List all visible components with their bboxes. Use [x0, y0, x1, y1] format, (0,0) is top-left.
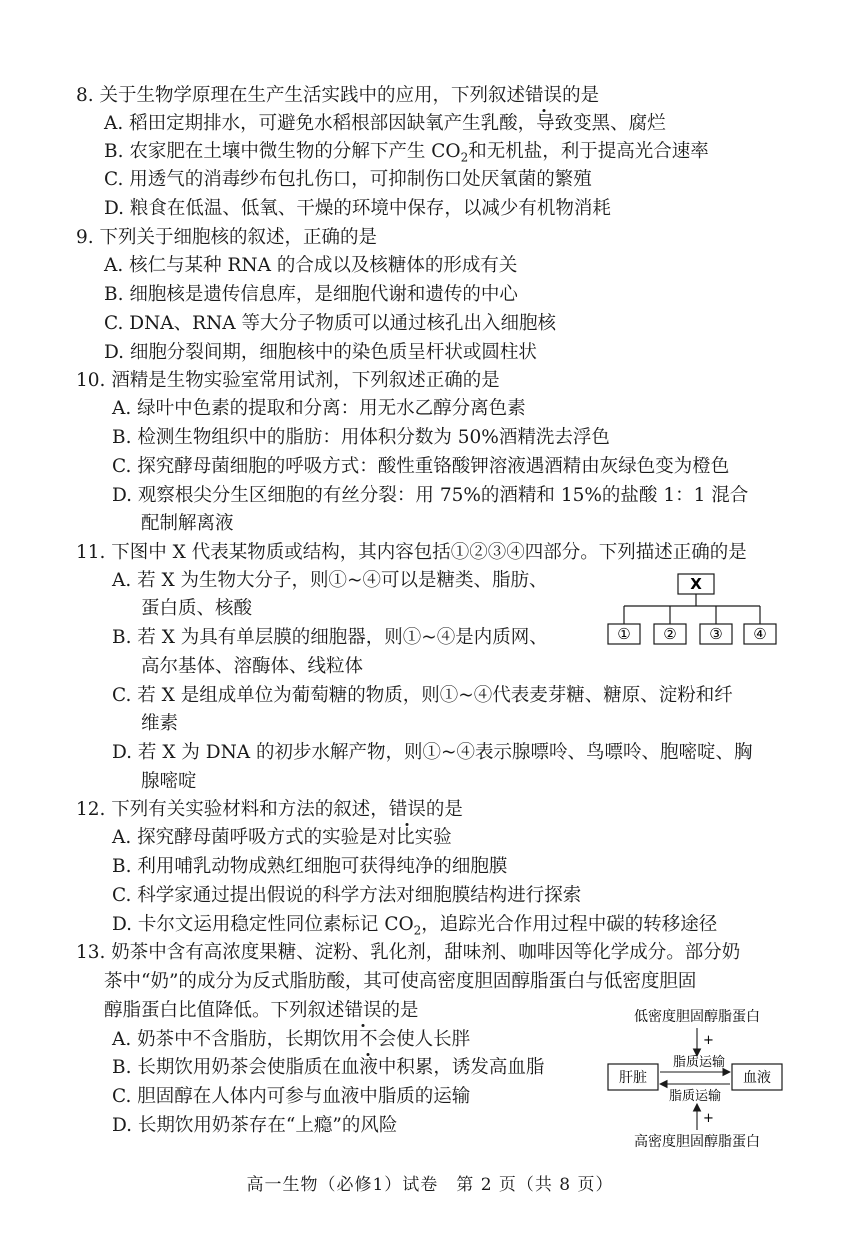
question-13-option-a: A. 奶茶中不含脂肪，长期饮用不会使人长胖: [112, 1029, 471, 1050]
question-10-option-b: B. 检测生物组织中的脂肪：用体积分数为 50%酒精洗去浮色: [112, 427, 610, 448]
question-9-option-d: D. 细胞分裂间期，细胞核中的染色质呈杆状或圆柱状: [104, 342, 537, 363]
emphasis-text: 不: [359, 1029, 378, 1050]
question-11-option-a-cont: 蛋白质、核酸: [141, 598, 253, 619]
question-13-option-c: C. 胆固醇在人体内可参与血液中脂质的运输: [112, 1086, 471, 1107]
question-10-option-d-cont: 配制解离液: [141, 513, 234, 534]
ldl-label: 低密度胆固醇脂蛋白: [634, 1009, 760, 1025]
question-12-option-d: D. 卡尔文运用稳定性同位素标记 $CO_2$，追踪光合作用过程中碳的转移途径: [112, 914, 718, 938]
page-footer: 高一生物（必修1）试卷 第 2 页（共 8 页）: [246, 1175, 614, 1195]
question-9-option-c: C. DNA、RNA 等大分子物质可以通过核孔出入细胞核: [104, 313, 556, 334]
question-8-option-b: B. 农家肥在土壤中微生物的分解下产生 $CO_2$和无机盐，利于提高光合速率: [104, 141, 709, 165]
question-12-stem: 12. 下列有关实验材料和方法的叙述，错误的是: [76, 799, 463, 820]
question-11-option-c-cont: 维素: [141, 713, 179, 734]
root-label: X: [690, 575, 702, 593]
child-label-1: ①: [617, 625, 631, 643]
question-13-stem-cont-2: 醇脂蛋白比值降低。下列叙述错误的是: [104, 1000, 419, 1021]
question-11-option-d-cont: 腺嘧啶: [141, 771, 197, 792]
question-10-option-a: A. 绿叶中色素的提取和分离：用无水乙醇分离色素: [112, 398, 526, 419]
hdl-label: 高密度胆固醇脂蛋白: [634, 1134, 760, 1150]
question-13-option-b: B. 长期饮用奶茶会使脂质在血液中积累，诱发高血脂: [112, 1057, 545, 1078]
arrow-bottom-label: 脂质运输: [668, 1089, 722, 1104]
hdl-plus: +: [703, 1111, 714, 1126]
child-label-2: ②: [663, 625, 677, 643]
question-8-option-a: A. 稻田定期排水，可避免水稻根部因缺氧产生乳酸，导致变黑、腐烂: [104, 113, 666, 134]
question-9-option-b: B. 细胞核是遗传信息库，是细胞代谢和遗传的中心: [104, 284, 518, 305]
question-8-stem: 8. 关于生物学原理在生产生活实践中的应用，下列叙述错误的是: [76, 85, 600, 106]
question-13-stem: 13. 奶茶中含有高浓度果糖、淀粉、乳化剂，甜味剂、咖啡因等化学成分。部分奶: [76, 942, 741, 963]
question-9-option-a: A. 核仁与某种 RNA 的合成以及核糖体的形成有关: [104, 255, 518, 276]
question-10-stem: 10. 酒精是生物实验室常用试剂，下列叙述正确的是: [76, 370, 500, 391]
question-13-stem-cont-1: 茶中“奶”的成分为反式脂肪酸，其可使高密度胆固醇脂蛋白与低密度胆固: [104, 971, 697, 992]
question-12-option-b: B. 利用哺乳动物成熟红细胞可获得纯净的细胞膜: [112, 856, 508, 877]
emphasis-text: 错误: [344, 1000, 382, 1021]
question-12-option-c: C. 科学家通过提出假说的科学方法对细胞膜结构进行探索: [112, 885, 582, 906]
question-11-option-b: B. 若 X 为具有单层膜的细胞器，则①~④是内质网、: [112, 627, 548, 648]
ldl-plus: +: [703, 1033, 714, 1048]
blood-label: 血液: [743, 1070, 771, 1086]
question-11-stem: 11. 下图中 X 代表某物质或结构，其内容包括①②③④四部分。下列描述正确的是: [76, 542, 747, 563]
child-label-3: ③: [709, 625, 723, 643]
emphasis-text: 错误: [525, 85, 563, 106]
arrow-top-label: 脂质运输: [672, 1055, 726, 1070]
question-11-option-c: C. 若 X 是组成单位为葡萄糖的物质，则①~④代表麦芽糖、糖原、淀粉和纤: [112, 685, 733, 706]
structure-tree-diagram: [604, 568, 790, 650]
question-8-option-d: D. 粮食在低温、低氧、干燥的环境中保存，以减少有机物消耗: [104, 198, 611, 219]
question-11-option-d: D. 若 X 为 DNA 的初步水解产物，则①~④表示腺嘌呤、鸟嘌呤、胞嘧啶、胸: [112, 742, 753, 763]
question-12-option-a: A. 探究酵母菌呼吸方式的实验是对比实验: [112, 827, 452, 848]
question-10-option-d: D. 观察根尖分生区细胞的有丝分裂：用 75%的酒精和 15%的盐酸 1：1 混合: [112, 485, 749, 506]
question-8-option-c: C. 用透气的消毒纱布包扎伤口，可抑制伤口处厌氧菌的繁殖: [104, 169, 592, 190]
emphasis-text: 错误: [388, 799, 426, 820]
liver-label: 肝脏: [619, 1070, 647, 1086]
question-13-option-d: D. 长期饮用奶茶存在“上瘾”的风险: [112, 1115, 398, 1136]
question-11-option-a: A. 若 X 为生物大分子，则①~④可以是糖类、脂肪、: [112, 570, 548, 591]
child-label-4: ④: [753, 625, 767, 643]
question-11-option-b-cont: 高尔基体、溶酶体、线粒体: [141, 656, 364, 677]
question-9-stem: 9. 下列关于细胞核的叙述，正确的是: [76, 227, 378, 248]
question-10-option-c: C. 探究酵母菌细胞的呼吸方式：酸性重铬酸钾溶液遇酒精由灰绿色变为橙色: [112, 456, 730, 477]
lipoprotein-transport-diagram: [604, 1004, 790, 1154]
